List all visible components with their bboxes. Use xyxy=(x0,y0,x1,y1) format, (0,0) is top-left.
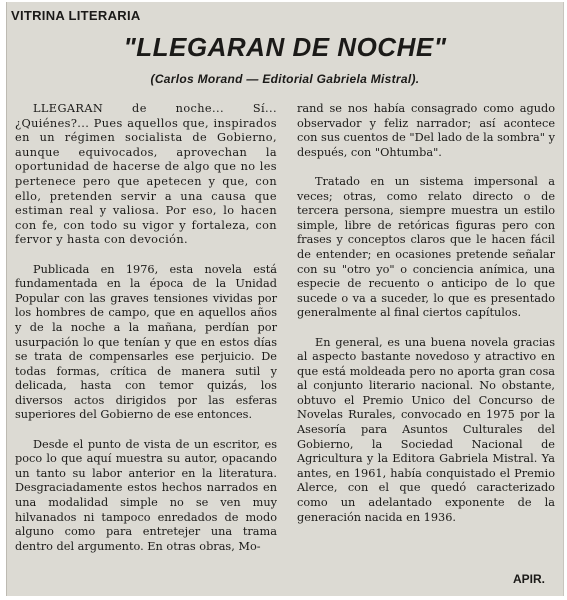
paragraph: Desde el punto de vista de un escritor, es poco lo que aquí muestra su autor, opacando un tanto su labor anterior en la literatura. Desgraciadamente estos hechos narrados en una modalidad simple no se ven muy hilvanados ni tampoco enredados de modo alguno como para entretejer una trama dentro del argumento. En otras obras, Mo- xyxy=(15,437,277,553)
article-subtitle: (Carlos Morand — Editorial Gabriela Mistral). xyxy=(150,72,420,86)
paragraph: rand se nos había consagrado como agudo observador y feliz narrador; así acontece con sus cuentos de "Del lado de la sombra" y después, con "Ohtumba". xyxy=(297,102,555,159)
paragraph: Tratado en un sistema impersonal a veces; otras, como relato directo o de tercera persona, siempre muestra un estilo simple, libre de retóricas figuras pero con frases y conceptos claros que le hacen fácil de entender; en ocasiones pretende señalar con su "otro yo" o conciencia anímica, una especie de recuento o anticipo de lo que sucede o va a suceder, lo que es presentado generalmente al final ciertos capítulos. xyxy=(297,174,555,320)
left-column xyxy=(15,102,277,569)
section-header: VITRINA LITERARIA xyxy=(11,8,141,23)
newspaper-clipping xyxy=(6,2,564,596)
author-signature: APIR. xyxy=(512,572,545,586)
article-title: "LLEGARAN DE NOCHE" xyxy=(123,32,447,62)
paragraph: Publicada en 1976, esta novela está fundamentada en la época de la Unidad Popular con las graves tensiones vividas por los hombres de campo, que en aquellos años y de la noche a la mañana, perdían por usurpación lo que tenían y que en estos días se trata de compensarles ese perjuicio. De todas formas, crítica de manera sutil y delicada, hasta con temor quizás, los diversos actos dirigidos por las esferas superiores del Gobierno de ese entonces. xyxy=(15,262,277,422)
paragraph: En general, es una buena novela gracias al aspecto bastante novedoso y atractivo en que está moldeada pero no aporta gran cosa al conjunto literario nacional. No obstante, obtuvo el Premio Unico del Concurso de Novelas Rurales, convocado en 1975 por la Asesoría para Asuntos Culturales del Gobierno, la Sociedad Nacional de Agricultura y la Editora Gabriela Mistral. Ya antes, en 1961, había conquistado el Premio Alerce, con el que quedó caracterizado como un adelantado exponente de la generación nacida en 1936. xyxy=(297,335,555,524)
right-column xyxy=(297,102,555,540)
paragraph: LLEGARAN de noche... Sí... ¿Quiénes?... Pues aquellos que, inspirados en un régimen socialista de Gobierno, aunque equivocados, aprovechan la oportunidad de hacerse de algo que no les pertenece pero que apetecen y que, con ello, pretenden servir a una causa que estiman real y valiosa. Por eso, lo hacen con fe, con todo su vigor y fortaleza, con fervor y hasta con devoción. xyxy=(15,102,277,247)
